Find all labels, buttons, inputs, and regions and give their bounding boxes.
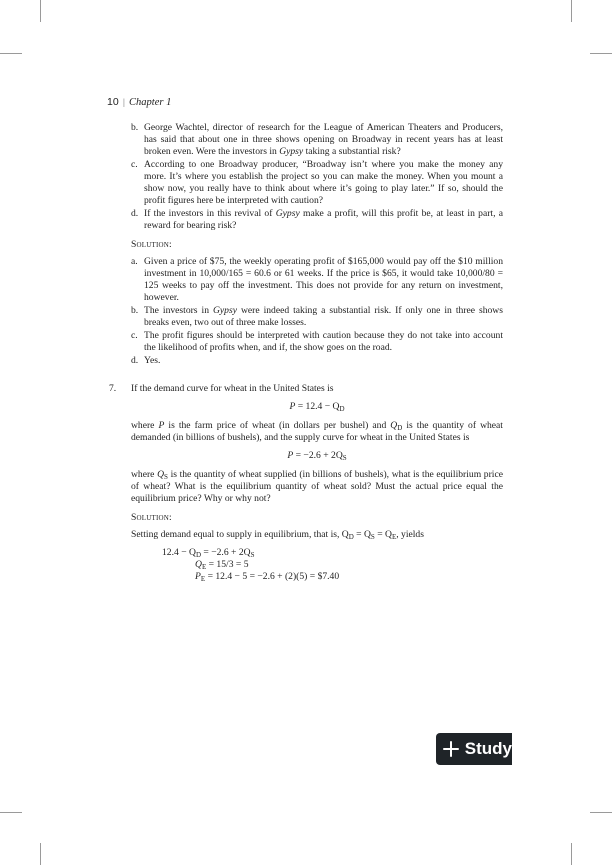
solution-7-intro: Setting demand equal to supply in equilibrium, that is, $Q_D = Q_S = Q_E$, yields <box>131 529 424 541</box>
item-label: d. <box>131 208 139 219</box>
item-label: c. <box>131 159 138 170</box>
solution-7-work <box>162 547 503 583</box>
solution-heading: Solution: <box>131 512 172 523</box>
item-label: c. <box>131 330 138 341</box>
question-6-part-c: c. According to one Broadway producer, “Broadway isn’t where you make the money any more. It’s where you establish the project so you can make the money. When you mount a show now, you really have to think about where it’s going to play later.” If so, should the profit figures here be interpreted with caution? <box>131 159 503 206</box>
equation-line: $P_E = 12.4 - 5 = -2.6 + (2)(5)$ = $7.40 <box>195 571 340 583</box>
study-label: Study <box>464 739 512 758</box>
page-body <box>109 96 503 583</box>
crop-mark <box>590 812 612 813</box>
crop-mark <box>40 0 41 22</box>
question-7-paragraph: where $Q_S$ is the quantity of wheat supplied (in billions of bushels), what is the equilibrium price of wheat? What is the equilibrium quantity of wheat sold? Must the actual price equal the equilibrium price? Why or why not? <box>131 469 503 504</box>
plus-icon <box>443 741 459 757</box>
header-separator: | <box>122 97 126 107</box>
crop-mark <box>571 843 572 865</box>
item-label: b. <box>131 305 139 316</box>
solution-6-part-b: b. The investors in Gypsy were indeed taking a substantial risk. If only one in three shows breaks even, two out of three make losses. <box>131 305 503 328</box>
crop-mark <box>571 0 572 22</box>
chapter-title: Chapter 1 <box>129 97 172 108</box>
page-number: 10 <box>107 96 119 108</box>
item-label: b. <box>131 122 139 133</box>
crop-mark <box>0 53 22 54</box>
question-number: 7. <box>109 383 117 394</box>
demand-equation: $P = 12.4 - Q_D$ <box>289 401 345 413</box>
question-6-part-d: d. If the investors in this revival of Gypsy make a profit, will this profit be, at least in part, a reward for bearing risk? <box>131 208 504 231</box>
supply-equation: $P = -2.6 + 2Q_S$ <box>287 450 347 462</box>
crop-mark <box>40 843 41 865</box>
equation-line: $Q_E = 15/3 = 5$ <box>195 559 249 571</box>
crop-mark <box>590 53 612 54</box>
solution-6-part-a: a. Given a price of $75, the weekly operating profit of $165,000 would pay off the $10 million investment in 10,000/165 = 60.6 or 61 weeks. If the price is $65, it would take 10,000/80 = 125 weeks to pay off the investment. This does not provide for any return on investment, however. <box>131 256 503 303</box>
solution-6-part-c: c. The profit figures should be interpreted with caution because they do not take into account the likelihood of profits when, and if, the show goes on the road. <box>131 330 503 353</box>
item-label: a. <box>131 256 138 267</box>
item-label: d. <box>131 355 139 366</box>
question-6-part-b: b. George Wachtel, director of research for the League of American Theaters and Producers, has said that about one in three shows opening on Broadway in recent years has at least broken even. Were the investors in Gypsy taking a substantial risk? <box>131 122 503 157</box>
question-7-paragraph: where P is the farm price of wheat (in dollars per bushel) and $Q_D$ is the quantity of wheat demanded (in billions of bushels), and the supply curve for wheat in the United States is <box>131 420 503 443</box>
question-7: 7. If the demand curve for wheat in the United States is <box>109 383 334 394</box>
crop-mark <box>0 812 22 813</box>
solution-heading: Solution: <box>131 239 172 250</box>
solution-6-part-d: d. Yes. <box>131 355 161 366</box>
equation-line: $12.4 - Q_D = -2.6 + 2Q_S$ <box>162 547 255 559</box>
study-button[interactable] <box>436 733 512 765</box>
running-header <box>107 96 503 109</box>
